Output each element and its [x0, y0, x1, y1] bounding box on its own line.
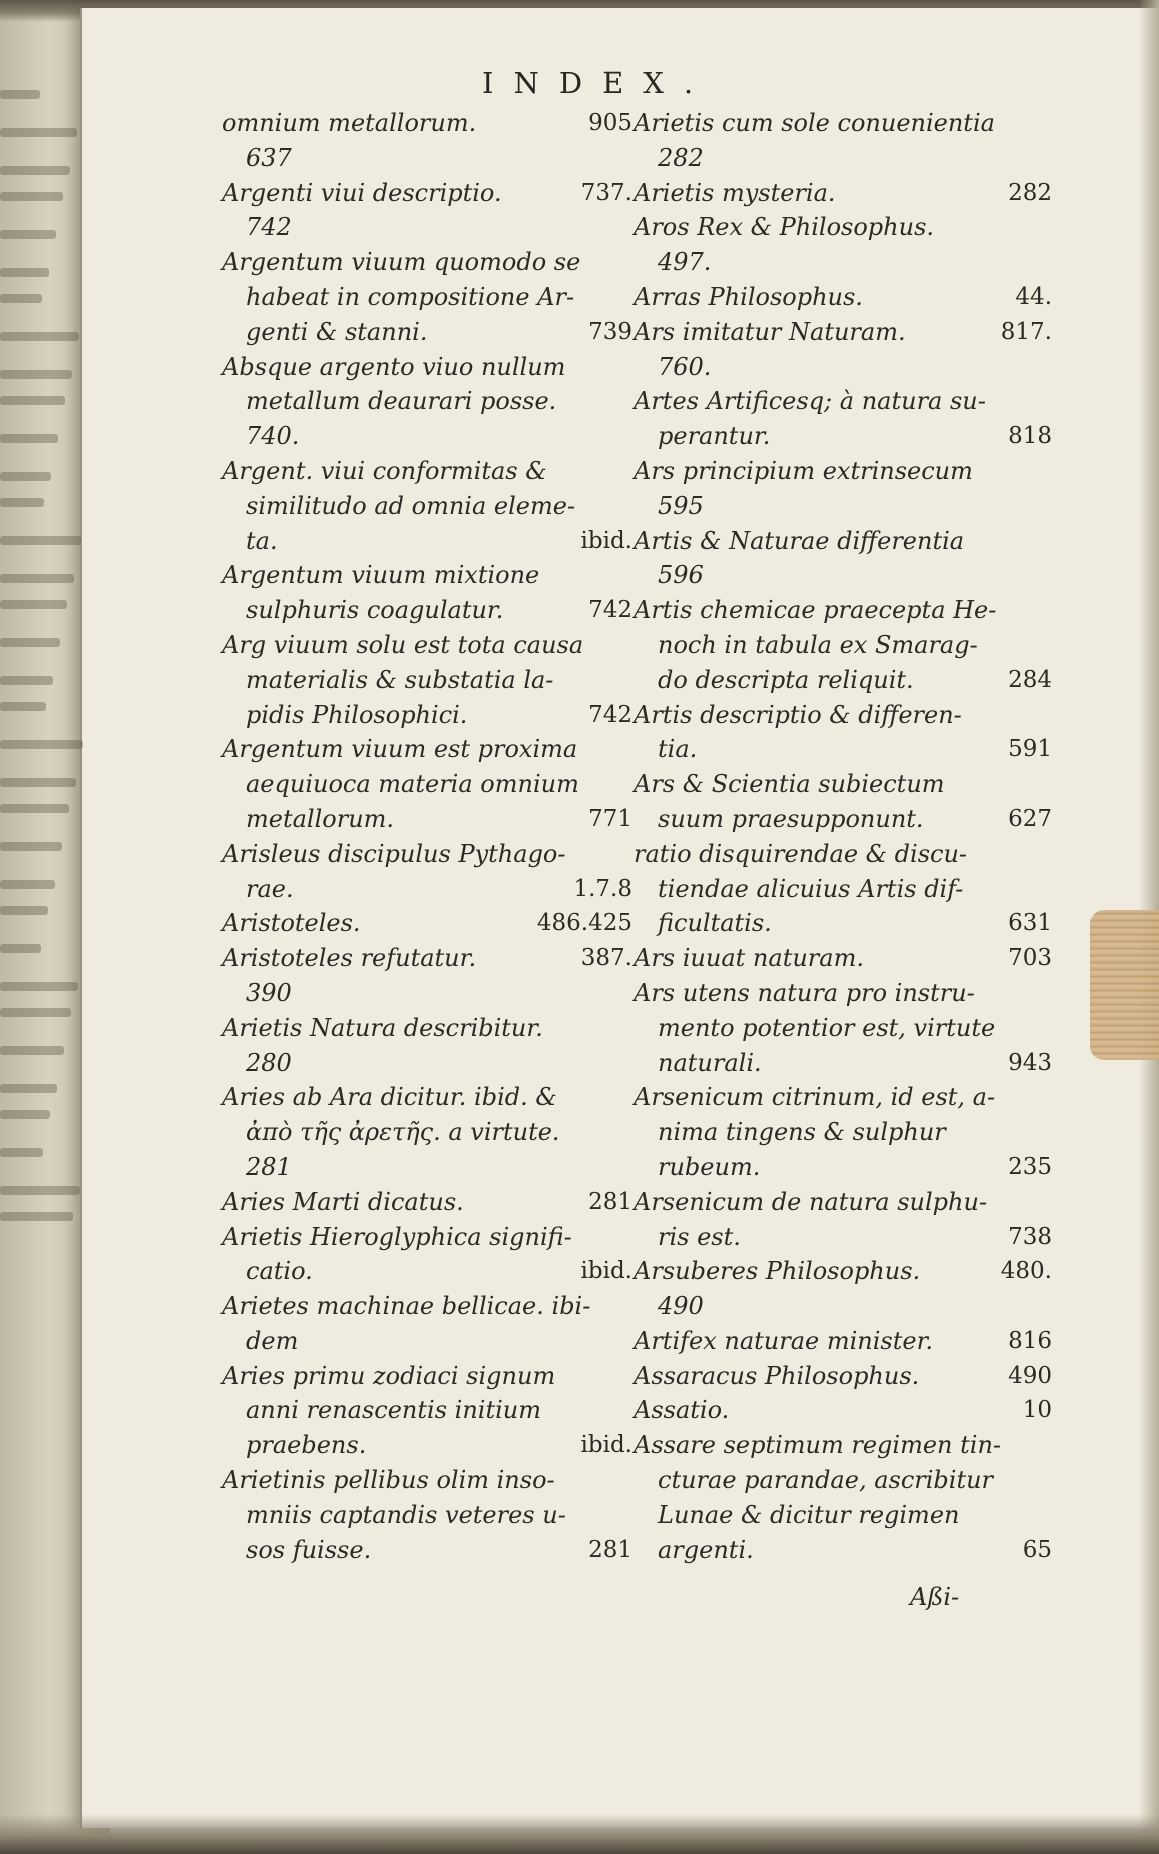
index-line — [222, 1115, 632, 1150]
index-entry-text: anni renascentis initium — [246, 1396, 541, 1425]
index-line — [222, 1324, 632, 1359]
index-page-number: 282 — [1008, 179, 1052, 206]
index-entry-text: Arietis mysteria. — [634, 178, 836, 207]
book-bottom-edge — [0, 1814, 1159, 1854]
index-entry-text: rae. — [246, 874, 294, 903]
index-entry-text: 497. — [658, 248, 712, 277]
index-entry-text: tiendae alicuius Artis dif- — [658, 874, 964, 903]
index-page-number: 742 — [588, 597, 632, 624]
index-entry-text: Assaracus Philosophus. — [634, 1361, 920, 1390]
index-line — [222, 384, 632, 419]
index-line — [222, 1046, 632, 1081]
index-entry-text: 595 — [658, 491, 704, 520]
index-entry-text: 740. — [246, 422, 300, 451]
facing-page-ink-mark — [0, 294, 42, 303]
facing-page-ink-mark — [0, 536, 81, 545]
index-line — [634, 1185, 1052, 1220]
index-entry-text: Artis & Naturae differentia — [634, 526, 965, 555]
index-page-number: 486.425 — [536, 910, 632, 937]
index-entry-text: argenti. — [658, 1535, 754, 1564]
index-page-number: 10 — [1022, 1397, 1052, 1424]
index-entry-text: Ars utens natura pro instru- — [634, 978, 975, 1007]
index-entry-text: 281 — [246, 1152, 292, 1181]
facing-page-ink-mark — [0, 268, 49, 277]
index-entry-text: Artis descriptio & differen- — [634, 700, 962, 729]
index-entry-text: genti & stanni. — [246, 317, 428, 346]
index-page-number: 235 — [1008, 1153, 1052, 1180]
index-page-number: 65 — [1022, 1536, 1052, 1563]
index-line — [222, 802, 632, 837]
facing-page-ink-mark — [0, 396, 65, 405]
index-entry-text: perantur. — [658, 422, 771, 451]
facing-page-ink-mark — [0, 166, 70, 175]
facing-page-ink-mark — [0, 1046, 64, 1055]
index-line — [634, 384, 1052, 419]
facing-page-ink-mark — [0, 332, 79, 341]
index-entry-text: 280 — [246, 1048, 292, 1077]
facing-page-ink-mark — [0, 676, 53, 685]
index-line — [222, 141, 632, 176]
index-line — [634, 1080, 1052, 1115]
index-entry-text: similitudo ad omnia eleme- — [246, 491, 576, 520]
facing-page-ink-mark — [0, 498, 44, 507]
index-entry-text: Aristoteles refutatur. — [222, 944, 477, 973]
index-line — [222, 1254, 632, 1289]
index-entry-text: nima tingens & sulphur — [658, 1118, 946, 1147]
page-title: INDEX. — [482, 66, 714, 100]
index-page-number: 44. — [1015, 283, 1052, 310]
index-entry-text: 596 — [658, 561, 704, 590]
index-page-number: 490 — [1008, 1362, 1052, 1389]
index-page-number: 631 — [1008, 910, 1052, 937]
index-entry-text: Assatio. — [634, 1396, 730, 1425]
index-entry-text: Arsenicum citrinum, id est, a- — [634, 1083, 996, 1112]
index-line — [634, 698, 1052, 733]
index-line — [634, 628, 1052, 663]
index-entry-text: praebens. — [246, 1431, 367, 1460]
index-line — [634, 663, 1052, 698]
index-entry-text: Aries primu zodiaci signum — [222, 1361, 556, 1390]
index-line — [222, 593, 632, 628]
index-page-number: 738 — [1008, 1223, 1052, 1250]
index-entry-text: 490 — [658, 1292, 704, 1321]
index-entry-text: ficultatis. — [658, 909, 772, 938]
index-entry-text: suum praesupponunt. — [658, 804, 924, 833]
index-page-number: 905 — [588, 110, 632, 136]
index-entry-text: Argent. viui conformitas & — [222, 456, 547, 485]
index-line — [222, 176, 632, 211]
index-entry-text: catio. — [246, 1257, 313, 1286]
facing-page-ink-mark — [0, 434, 58, 443]
index-line — [634, 106, 1052, 141]
index-entry-text: materialis & substatia la- — [246, 665, 554, 694]
index-line — [222, 906, 632, 941]
index-line — [634, 315, 1052, 350]
index-entry-text: sos fuisse. — [246, 1535, 372, 1564]
index-page-number: ibid. — [580, 527, 632, 554]
index-entry-text: Ars principium extrinsecum — [634, 456, 973, 485]
index-page-number: ibid. — [580, 1258, 632, 1285]
index-entry-text: Argentum viuum quomodo se — [222, 248, 581, 277]
index-line — [634, 593, 1052, 628]
index-line — [222, 419, 632, 454]
index-line — [222, 1220, 632, 1255]
index-column-right — [634, 106, 1052, 1567]
index-line — [222, 1289, 632, 1324]
index-line — [222, 558, 632, 593]
facing-page-ink-mark — [0, 1148, 43, 1157]
index-line — [222, 698, 632, 733]
index-line — [222, 350, 632, 385]
index-entry-text: 742 — [246, 213, 292, 242]
index-line — [222, 454, 632, 489]
index-line — [634, 176, 1052, 211]
index-line — [634, 524, 1052, 559]
index-page-number: 739 — [588, 318, 632, 345]
index-line — [634, 210, 1052, 245]
index-entry-text: cturae parandae, ascribitur — [658, 1466, 994, 1495]
index-entry-text: 760. — [658, 352, 712, 381]
facing-page-ink-mark — [0, 128, 77, 137]
index-entry-text: Artis chemicae praecepta He- — [634, 596, 997, 625]
index-entry-text: naturali. — [658, 1048, 762, 1077]
index-entry-text: Ars & Scientia subiectum — [634, 770, 945, 799]
index-line — [634, 489, 1052, 524]
index-entry-text: Ars imitatur Naturam. — [634, 317, 906, 346]
facing-page-ink-mark — [0, 600, 67, 609]
index-entry-text: Lunae & dicitur regimen — [658, 1500, 960, 1529]
index-page-number: 737. — [580, 179, 632, 206]
index-line — [634, 1289, 1052, 1324]
index-entry-text: Argentum viuum mixtione — [222, 561, 540, 590]
index-entry-text: aequiuoca materia omnium — [246, 770, 579, 799]
index-line — [634, 245, 1052, 280]
index-line — [634, 350, 1052, 385]
index-entry-text: Artifex naturae minister. — [634, 1326, 934, 1355]
index-line — [634, 280, 1052, 315]
facing-page-ink-mark — [0, 90, 40, 99]
index-line — [634, 1463, 1052, 1498]
index-line — [634, 1324, 1052, 1359]
index-entry-text: ratio disquirendae & discu- — [634, 839, 968, 868]
index-entry-text: dem — [246, 1326, 299, 1355]
index-entry-text: 390 — [246, 978, 292, 1007]
index-line — [634, 1359, 1052, 1394]
facing-page-ink-mark — [0, 638, 60, 647]
facing-page-ink-mark — [0, 1110, 50, 1119]
index-line — [634, 419, 1052, 454]
index-entry-text: ris est. — [658, 1222, 741, 1251]
index-entry-text: Aries Marti dicatus. — [222, 1187, 464, 1216]
index-line — [222, 524, 632, 559]
index-line — [222, 767, 632, 802]
book-page — [80, 8, 1159, 1828]
index-line — [222, 210, 632, 245]
index-line — [222, 1428, 632, 1463]
index-entry-text: ta. — [246, 526, 278, 555]
index-line — [222, 1011, 632, 1046]
index-entry-text: Arietis Hieroglyphica signifi- — [222, 1222, 572, 1251]
index-entry-text: do descripta reliquit. — [658, 665, 914, 694]
index-entry-text: mniis captandis veteres u- — [246, 1500, 566, 1529]
index-page-number: 703 — [1008, 945, 1052, 972]
index-entry-text: pidis Philosophici. — [246, 700, 468, 729]
index-entry-text: sulphuris coagulatur. — [246, 596, 504, 625]
brush-bristles — [1090, 910, 1159, 1060]
index-line — [222, 1498, 632, 1533]
facing-page-ink-mark — [0, 842, 62, 851]
index-line — [634, 802, 1052, 837]
index-entry-text: Arietes machinae bellicae. ibi- — [222, 1292, 591, 1321]
index-line — [222, 1533, 632, 1568]
index-entry-text: Absque argento viuo nullum — [222, 352, 566, 381]
index-line — [634, 837, 1052, 872]
index-line — [222, 245, 632, 280]
facing-page-ink-mark — [0, 370, 72, 379]
index-line — [634, 141, 1052, 176]
index-page-number: 771 — [588, 805, 632, 832]
index-line — [634, 454, 1052, 489]
index-entry-text: mento potentior est, virtute — [658, 1013, 996, 1042]
index-line — [222, 663, 632, 698]
facing-page-ink-mark — [0, 906, 48, 915]
facing-page-ink-mark — [0, 574, 74, 583]
index-line — [222, 1463, 632, 1498]
index-line — [634, 1011, 1052, 1046]
index-line — [634, 732, 1052, 767]
index-line — [222, 1359, 632, 1394]
index-line — [222, 1080, 632, 1115]
index-line — [634, 558, 1052, 593]
index-page-number: 943 — [1008, 1049, 1052, 1076]
index-entry-text: metallum deaurari posse. — [246, 387, 557, 416]
index-page-number: 387. — [580, 945, 632, 972]
index-entry-text: Assare septimum regimen tin- — [634, 1431, 1002, 1460]
index-line — [634, 1150, 1052, 1185]
index-page-number: 591 — [1008, 736, 1052, 763]
index-column-left — [222, 106, 632, 1567]
index-entry-text: Arsuberes Philosophus. — [634, 1257, 921, 1286]
index-page-number: ibid. — [580, 1432, 632, 1459]
index-line — [634, 906, 1052, 941]
index-line — [634, 1533, 1052, 1568]
index-entry-text: Aristoteles. — [222, 909, 361, 938]
index-entry-text: Artes Artificesq; à natura su- — [634, 387, 986, 416]
index-page-number: 817. — [1000, 318, 1052, 345]
index-line — [222, 280, 632, 315]
index-line — [222, 872, 632, 907]
index-line — [634, 1220, 1052, 1255]
index-line — [222, 976, 632, 1011]
index-entry-text: Arisleus discipulus Pythago- — [222, 839, 566, 868]
facing-page-ink-mark — [0, 880, 55, 889]
facing-page-ink-mark — [0, 1186, 80, 1195]
index-entry-text: metallorum. — [246, 804, 395, 833]
index-entry-text: 282 — [658, 143, 704, 172]
index-line — [222, 732, 632, 767]
index-entry-text: Argentum viuum est proxima — [222, 735, 578, 764]
index-page-number: 742 — [588, 701, 632, 728]
index-page-number: 284 — [1008, 666, 1052, 693]
facing-page-ink-mark — [0, 804, 69, 813]
index-entry-text: Arsenicum de natura sulphu- — [634, 1187, 988, 1216]
facing-page-ink-mark — [0, 1084, 57, 1093]
index-entry-text: Arietinis pellibus olim inso- — [222, 1466, 555, 1495]
index-line — [634, 941, 1052, 976]
index-line — [634, 1046, 1052, 1081]
index-page-number: 281 — [588, 1536, 632, 1563]
index-entry-text: Argenti viui descriptio. — [222, 178, 502, 207]
index-entry-text: Arietis Natura describitur. — [222, 1013, 543, 1042]
index-line — [634, 1393, 1052, 1428]
index-line — [222, 837, 632, 872]
index-page-number: 281 — [588, 1188, 632, 1215]
index-entry-text: 637 — [246, 143, 292, 172]
facing-page-ink-mark — [0, 472, 51, 481]
facing-page-ink-mark — [0, 1008, 71, 1017]
index-page-number: 1.7.8 — [573, 875, 632, 902]
index-entry-text: Aros Rex & Philosophus. — [634, 213, 935, 242]
index-entry-text: Arg viuum solu est tota causa — [222, 630, 584, 659]
index-entry-text: ἀπὸ τῆς ἀρετῆς. a virtute. — [246, 1118, 560, 1147]
index-entry-text: Arietis cum sole conuenientia — [634, 109, 995, 137]
index-page-number: 480. — [1000, 1258, 1052, 1285]
index-page-number: 816 — [1008, 1327, 1052, 1354]
index-line — [634, 767, 1052, 802]
index-entry-text: habeat in compositione Ar- — [246, 282, 575, 311]
index-entry-text: rubeum. — [658, 1152, 761, 1181]
index-line — [634, 1428, 1052, 1463]
index-line — [222, 315, 632, 350]
index-page-number: 818 — [1008, 423, 1052, 450]
index-line — [222, 1150, 632, 1185]
facing-page-ink-mark — [0, 230, 56, 239]
facing-page-ink-mark — [0, 982, 78, 991]
index-line — [222, 489, 632, 524]
facing-page-ink-mark — [0, 192, 63, 201]
index-line — [222, 106, 632, 141]
index-line — [222, 1393, 632, 1428]
index-line — [634, 976, 1052, 1011]
index-entry-text: tia. — [658, 735, 698, 764]
index-entry-text: noch in tabula ex Smarag- — [658, 630, 978, 659]
index-line — [634, 1498, 1052, 1533]
catchword: Aßi- — [910, 1583, 960, 1611]
facing-page-ink-mark — [0, 1212, 73, 1221]
facing-page-text-bleed — [0, 90, 86, 1590]
facing-page-ink-mark — [0, 944, 41, 953]
index-entry-text: Arras Philosophus. — [634, 282, 863, 311]
index-line — [222, 1185, 632, 1220]
index-line — [634, 1254, 1052, 1289]
index-page-number: 627 — [1008, 805, 1052, 832]
facing-page-ink-mark — [0, 702, 46, 711]
facing-page-ink-mark — [0, 778, 76, 787]
index-entry-text: omnium metallorum. — [222, 109, 477, 137]
index-line — [222, 941, 632, 976]
facing-page-ink-mark — [0, 740, 83, 749]
index-line — [634, 1115, 1052, 1150]
index-line — [634, 872, 1052, 907]
index-line — [222, 628, 632, 663]
index-entry-text: Ars iuuat naturam. — [634, 944, 864, 973]
index-entry-text: Aries ab Ara dicitur. ibid. & — [222, 1083, 557, 1112]
